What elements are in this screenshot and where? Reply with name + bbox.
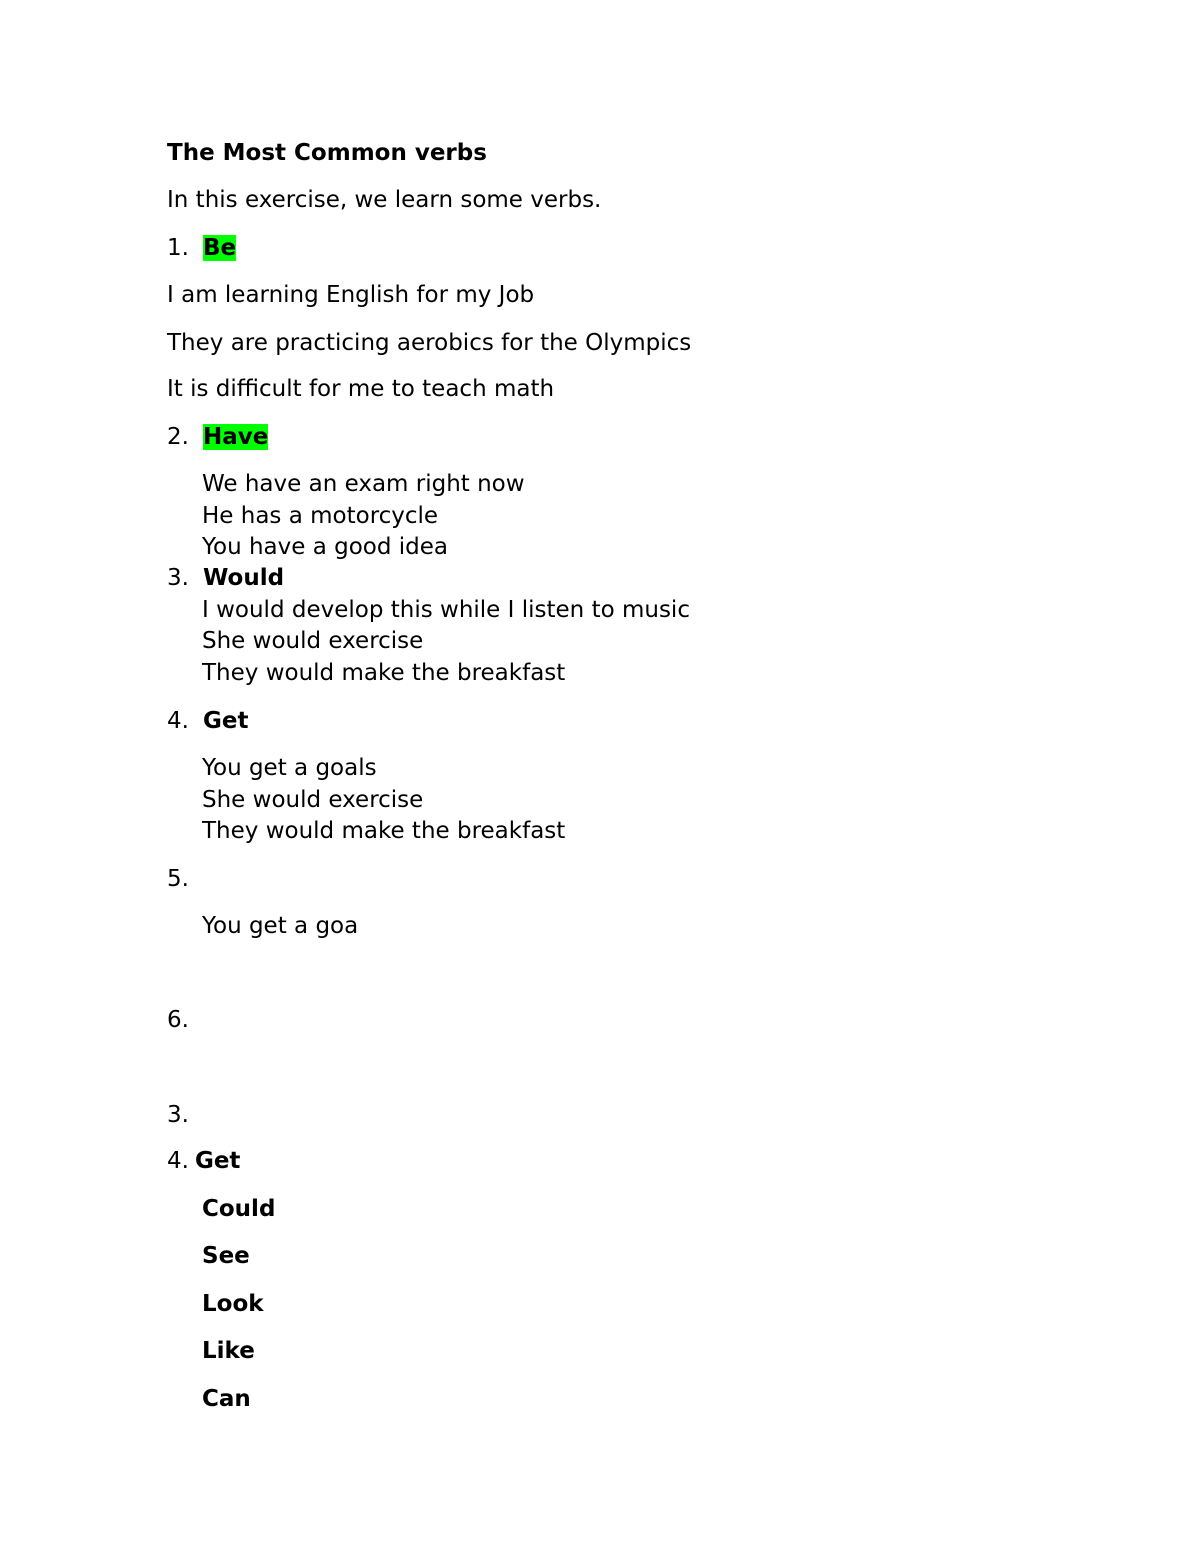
list-item-have	[167, 423, 268, 451]
example-sentence: You have a good idea	[202, 534, 448, 560]
example-sentence: You get a goals	[202, 755, 377, 781]
example-sentence: They are practicing aerobics for the Olympics	[167, 330, 692, 356]
list-item-get-repeat	[167, 1147, 240, 1175]
list-number: 3.	[167, 565, 189, 591]
list-item-would	[167, 564, 284, 592]
example-sentence: I would develop this while I listen to music	[202, 597, 690, 623]
verb-heading-get: Get	[194, 1148, 241, 1174]
example-sentence: He has a motorcycle	[202, 503, 439, 529]
example-sentence: You get a goa	[202, 913, 359, 939]
list-number: 1.	[167, 235, 189, 261]
example-sentence: It is difficult for me to teach math	[167, 376, 555, 402]
list-number: 5.	[167, 866, 189, 892]
list-number: 6.	[167, 1007, 189, 1033]
list-item-6	[167, 1006, 203, 1034]
verb-heading-would: Would	[203, 565, 285, 591]
list-number: 2.	[167, 424, 189, 450]
list-number: 4.	[167, 708, 189, 734]
example-sentence: We have an exam right now	[202, 471, 525, 497]
list-number: 4.	[167, 1148, 189, 1174]
verb-heading-be: Be	[203, 235, 237, 261]
verb-heading-get: Get	[203, 708, 249, 734]
verb-heading-have: Have	[203, 424, 269, 450]
document-title: The Most Common verbs	[167, 140, 487, 166]
intro-paragraph: In this exercise, we learn some verbs.	[167, 187, 602, 213]
verb-like: Like	[202, 1338, 255, 1364]
example-sentence: She would exercise	[202, 628, 424, 654]
example-sentence: I am learning English for my Job	[167, 282, 535, 308]
example-sentence: They would make the breakfast	[202, 818, 566, 844]
example-sentence: She would exercise	[202, 787, 424, 813]
verb-see: See	[202, 1243, 250, 1269]
list-number: 3.	[167, 1102, 189, 1128]
list-item-3-repeat	[167, 1101, 203, 1129]
verb-could: Could	[202, 1196, 276, 1222]
example-sentence: They would make the breakfast	[202, 660, 566, 686]
list-item-5	[167, 865, 203, 893]
list-item-get	[167, 707, 248, 735]
verb-can: Can	[202, 1386, 251, 1412]
list-item-be	[167, 234, 236, 262]
verb-look: Look	[202, 1291, 264, 1317]
